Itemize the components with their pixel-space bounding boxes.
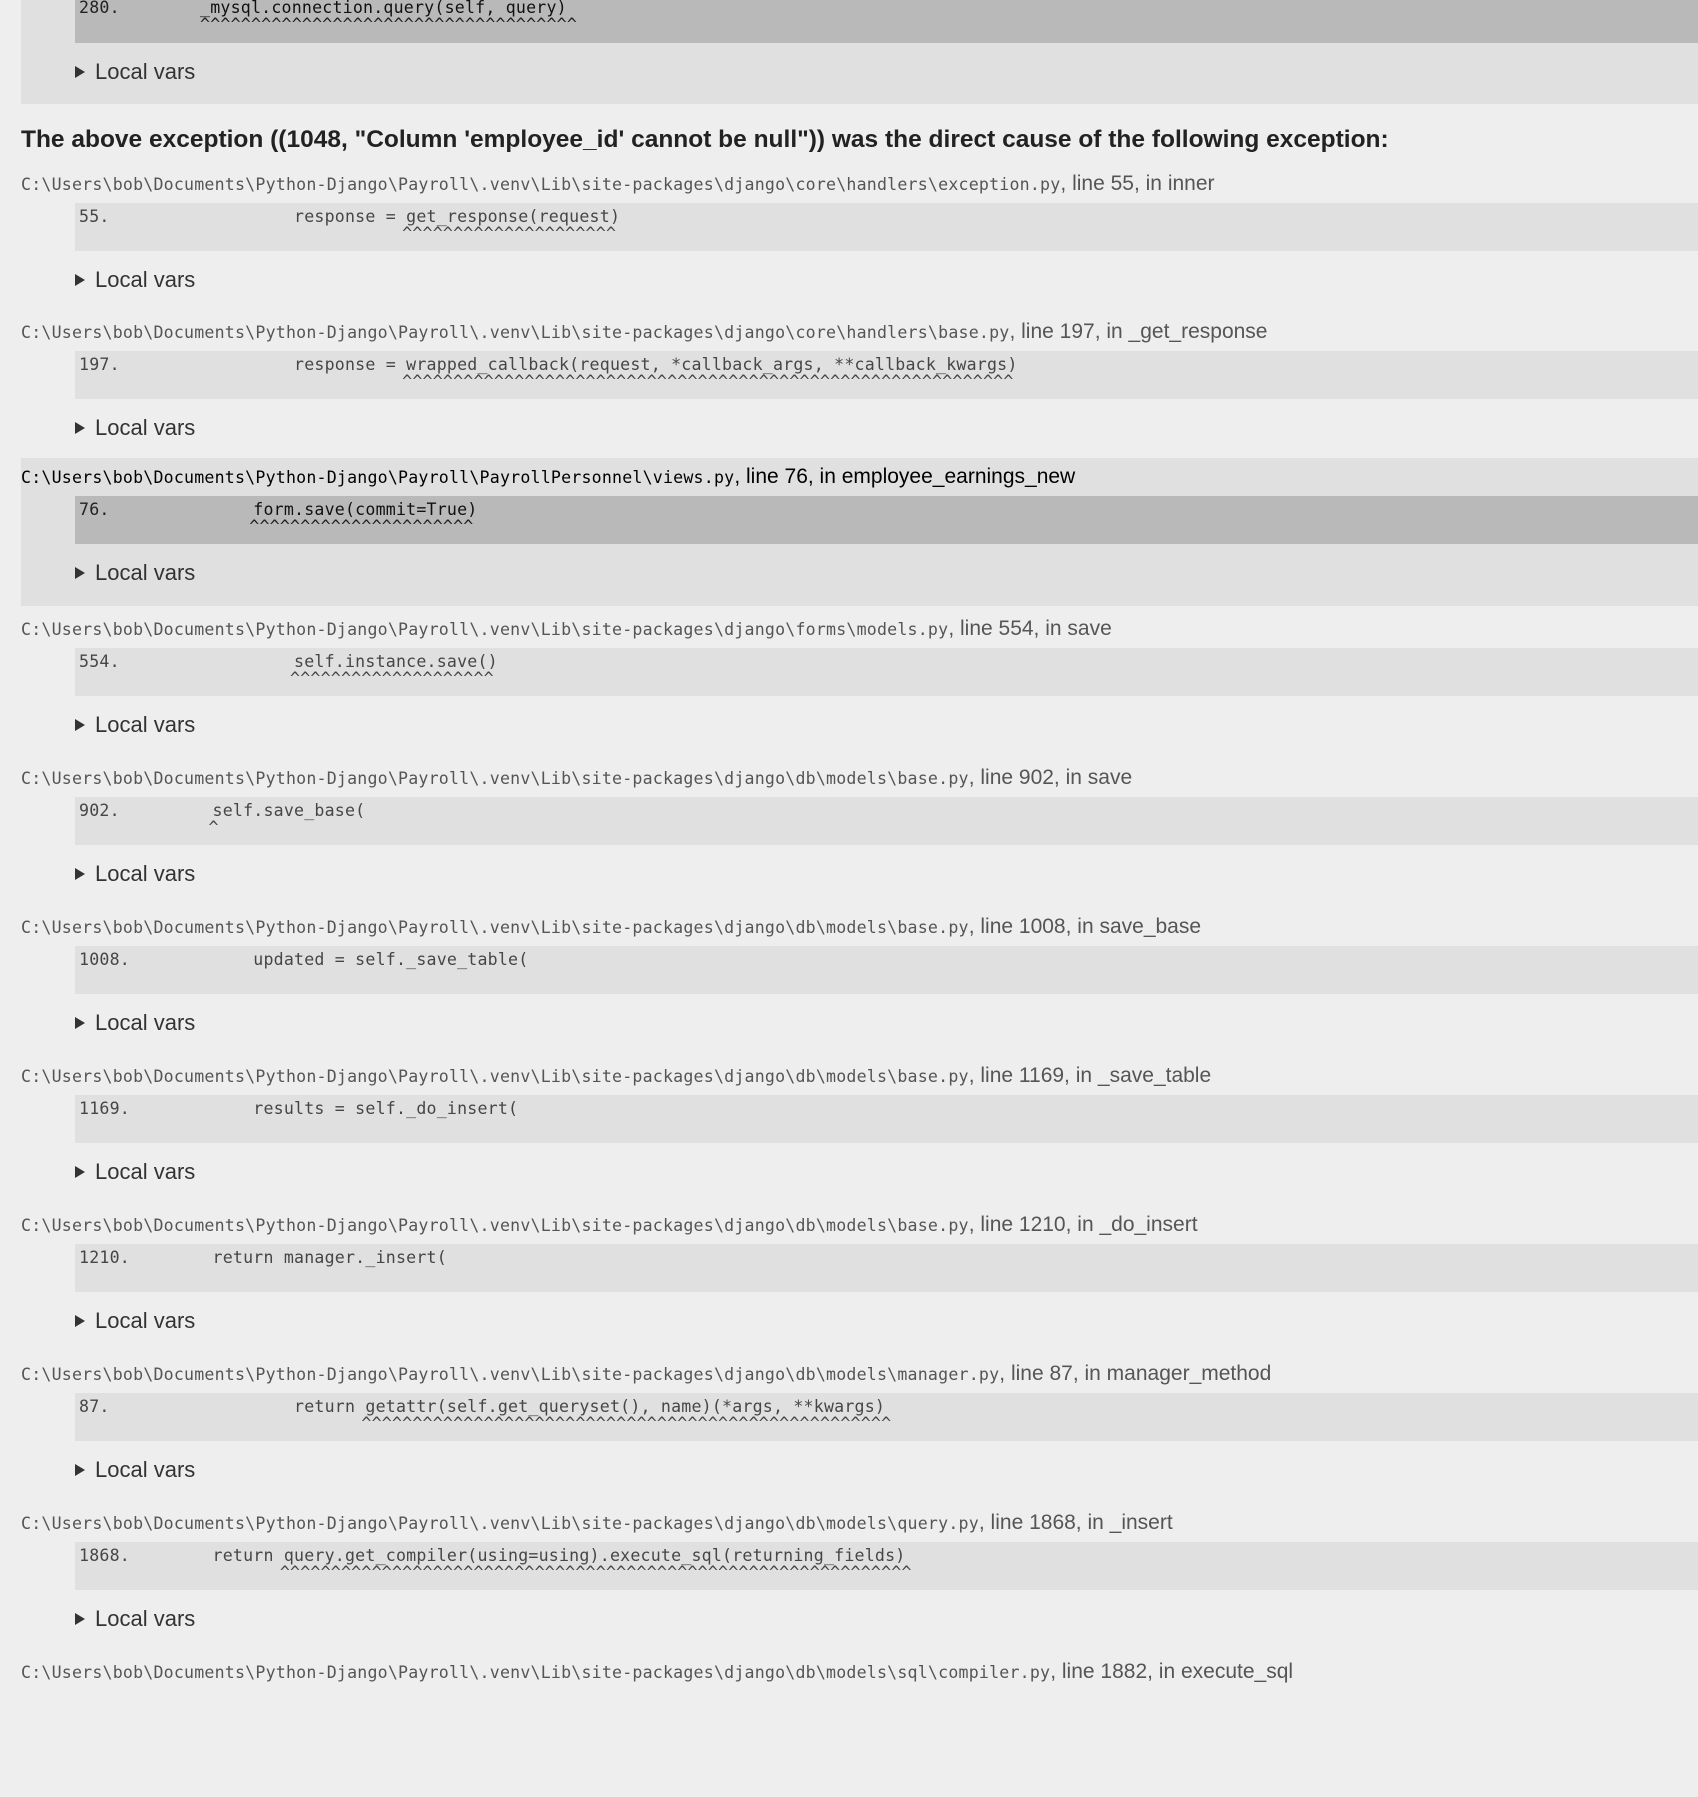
expand-triangle-icon (75, 719, 85, 731)
code-line: self.instance.save() (131, 652, 498, 671)
frame-function: , line 902, in save (968, 766, 1133, 789)
local-vars-toggle[interactable] (75, 399, 1698, 457)
local-vars-toggle[interactable] (75, 43, 1698, 101)
traceback-frame (21, 1057, 1698, 1201)
file-path: C:\Users\bob\Documents\Python-Django\Payroll\.venv\Lib\site-packages\django\core\handlers\base.py (21, 323, 1010, 342)
frame-location (21, 1355, 1698, 1393)
file-path: C:\Users\bob\Documents\Python-Django\Payroll\.venv\Lib\site-packages\django\core\handlers\exception.py (21, 175, 1061, 194)
code-context (75, 0, 1698, 43)
frame-location (21, 1504, 1698, 1542)
expand-triangle-icon (75, 868, 85, 880)
local-vars-toggle[interactable] (75, 845, 1698, 903)
frame-function: , line 554, in save (948, 617, 1112, 640)
expand-triangle-icon (75, 274, 85, 286)
file-path: C:\Users\bob\Documents\Python-Django\Payroll\.venv\Lib\site-packages\django\db\models\base.py (21, 918, 969, 937)
code-line: return manager._insert( (131, 1248, 447, 1267)
local-vars-label: Local vars (95, 712, 196, 737)
code-context (75, 1244, 1698, 1292)
code-line: _mysql.connection.query(self, query) (200, 0, 567, 17)
file-path: C:\Users\bob\Documents\Python-Django\Payroll\.venv\Lib\site-packages\django\db\models\sql\compiler.py (21, 1663, 1051, 1682)
traceback-frame (21, 610, 1698, 754)
local-vars-label: Local vars (95, 861, 196, 886)
frame-function: , line 1008, in save_base (968, 915, 1202, 938)
code-context (75, 648, 1698, 696)
expand-triangle-icon (75, 422, 85, 434)
expand-triangle-icon (75, 66, 85, 78)
line-number: 197. (79, 355, 120, 374)
frame-location (21, 1057, 1698, 1095)
code-context (75, 1095, 1698, 1143)
error-carets: ^^^^^^^^^^^^^^^^^^^^ (127, 669, 494, 688)
frame-location (21, 610, 1698, 648)
line-number: 1169. (79, 1099, 130, 1118)
line-number: 554. (79, 652, 120, 671)
traceback-frame (21, 1504, 1698, 1648)
local-vars-toggle[interactable] (75, 994, 1698, 1052)
local-vars-label: Local vars (95, 415, 196, 440)
local-vars-toggle[interactable] (75, 1292, 1698, 1350)
error-carets: ^ (127, 818, 219, 837)
local-vars-label: Local vars (95, 1010, 196, 1035)
frame-function: , line 1169, in _save_table (968, 1064, 1212, 1087)
frame-location (21, 313, 1698, 351)
local-vars-label: Local vars (95, 59, 196, 84)
error-carets: ^^^^^^^^^^^^^^^^^^^^^^^^^^^^^^^^^^^^^ (200, 15, 578, 34)
local-vars-toggle[interactable] (75, 544, 1698, 602)
code-line: response = wrapped_callback(request, *callback_args, **callback_kwargs) (131, 355, 1018, 374)
frame-location (21, 1206, 1698, 1244)
local-vars-toggle[interactable] (75, 1143, 1698, 1201)
code-context (75, 496, 1698, 544)
error-carets: ^^^^^^^^^^^^^^^^^^^^^^^^^^^^^^^^^^^^^^^^^^^^^^^^^^^^^^^^^^^^ (127, 372, 1014, 391)
code-line: updated = self._save_table( (131, 950, 529, 969)
frame-location (21, 1653, 1698, 1691)
file-path: C:\Users\bob\Documents\Python-Django\Payroll\.venv\Lib\site-packages\django\db\models\query.py (21, 1514, 979, 1533)
line-number: 55. (79, 207, 110, 226)
cause-message: The above exception ((1048, "Column 'employee_id' cannot be null")) was the direct cause of the following exception: (21, 126, 1389, 153)
expand-triangle-icon (75, 1017, 85, 1029)
local-vars-toggle[interactable] (75, 251, 1698, 309)
traceback-frame (21, 1355, 1698, 1499)
frame-location (21, 908, 1698, 946)
line-number: 902. (79, 801, 120, 820)
code-line: results = self._do_insert( (131, 1099, 519, 1118)
expand-triangle-icon (75, 1166, 85, 1178)
traceback-frame (21, 908, 1698, 1052)
local-vars-label: Local vars (95, 560, 196, 585)
local-vars-toggle[interactable] (75, 1590, 1698, 1648)
traceback-frame (21, 1653, 1698, 1797)
code-line: self.save_base( (131, 801, 366, 820)
traceback-frame (21, 165, 1698, 309)
code-line: form.save(commit=True) (131, 500, 478, 519)
line-number: 1868. (79, 1546, 130, 1565)
local-vars-label: Local vars (95, 1457, 196, 1482)
traceback-frame (21, 759, 1698, 903)
expand-triangle-icon (75, 567, 85, 579)
traceback-frame (21, 1206, 1698, 1350)
file-path: C:\Users\bob\Documents\Python-Django\Payroll\.venv\Lib\site-packages\django\db\models\base.py (21, 1067, 969, 1086)
file-path: C:\Users\bob\Documents\Python-Django\Payroll\.venv\Lib\site-packages\django\forms\models.py (21, 620, 949, 639)
expand-triangle-icon (75, 1315, 85, 1327)
frame-function: , line 1210, in _do_insert (968, 1213, 1198, 1236)
frame-function: , line 1882, in execute_sql (1050, 1660, 1294, 1683)
line-number: 76. (79, 500, 110, 519)
code-line: response = get_response(request) (131, 207, 621, 226)
traceback-frame-top (21, 0, 1698, 104)
frame-function: , line 55, in inner (1060, 172, 1215, 195)
frame-location (21, 759, 1698, 797)
local-vars-label: Local vars (95, 1308, 196, 1333)
local-vars-label: Local vars (95, 1606, 196, 1631)
line-number: 1008. (79, 950, 130, 969)
code-context (75, 797, 1698, 845)
code-line: return query.get_compiler(using=using).execute_sql(returning_fields) (131, 1546, 906, 1565)
error-carets: ^^^^^^^^^^^^^^^^^^^^^^^^^^^^^^^^^^^^^^^^^^^^^^^^^^^^^^^^^^^^^^ (127, 1563, 912, 1582)
code-line: return getattr(self.get_queryset(), name)(*args, **kwargs) (131, 1397, 886, 1416)
frame-function: , line 1868, in _insert (978, 1511, 1173, 1534)
local-vars-label: Local vars (95, 1159, 196, 1184)
local-vars-label: Local vars (95, 267, 196, 292)
local-vars-toggle[interactable] (75, 1441, 1698, 1499)
code-context (75, 1542, 1698, 1590)
frame-location (21, 458, 1698, 496)
line-number: 1210. (79, 1248, 130, 1267)
code-context (75, 351, 1698, 399)
file-path: C:\Users\bob\Documents\Python-Django\Payroll\.venv\Lib\site-packages\django\db\models\base.py (21, 769, 969, 788)
line-number: 87. (79, 1397, 110, 1416)
expand-triangle-icon (75, 1613, 85, 1625)
code-context (75, 1393, 1698, 1441)
line-number: 280. (79, 0, 120, 17)
error-carets: ^^^^^^^^^^^^^^^^^^^^^ (127, 224, 617, 243)
local-vars-toggle[interactable] (75, 696, 1698, 754)
traceback-frame (21, 458, 1698, 606)
expand-triangle-icon (75, 1464, 85, 1476)
code-context (75, 203, 1698, 251)
frame-location (21, 165, 1698, 203)
code-context (75, 946, 1698, 994)
frame-function: , line 76, in employee_earnings_new (734, 465, 1076, 488)
error-carets: ^^^^^^^^^^^^^^^^^^^^^^^^^^^^^^^^^^^^^^^^^^^^^^^^^^^^ (127, 1414, 892, 1433)
file-path: C:\Users\bob\Documents\Python-Django\Payroll\.venv\Lib\site-packages\django\db\models\manager.py (21, 1365, 1000, 1384)
file-path: C:\Users\bob\Documents\Python-Django\Payroll\.venv\Lib\site-packages\django\db\models\base.py (21, 1216, 969, 1235)
error-carets: ^^^^^^^^^^^^^^^^^^^^^^ (127, 517, 474, 536)
traceback-frame (21, 313, 1698, 457)
file-path: C:\Users\bob\Documents\Python-Django\Payroll\PayrollPersonnel\views.py (21, 468, 735, 487)
frame-function: , line 197, in _get_response (1009, 320, 1268, 343)
frame-function: , line 87, in manager_method (999, 1362, 1272, 1385)
